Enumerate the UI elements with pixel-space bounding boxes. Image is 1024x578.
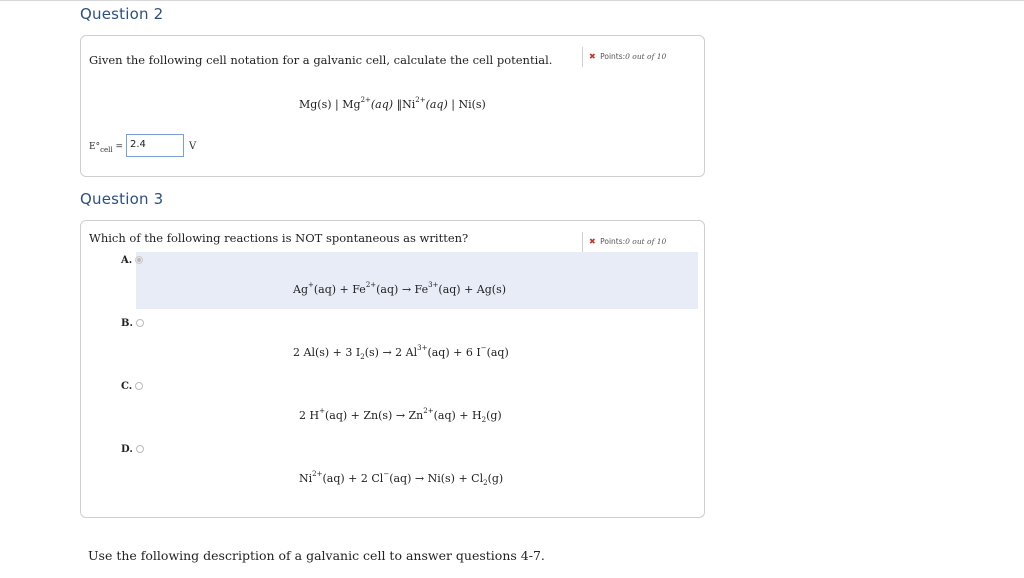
question-3-prompt: Which of the following reactions is NOT spontaneous as written? (89, 231, 469, 245)
question-3-title: Question 3 (80, 190, 164, 208)
incorrect-icon: ✖ (589, 52, 596, 61)
option-b[interactable]: B. (121, 318, 144, 329)
question-2-card (80, 35, 705, 177)
question-2-points: ✖ Points:0 out of 10 (582, 47, 676, 67)
selected-option-highlight (136, 252, 698, 309)
option-d-reaction: $Ni^{2+}(aq) + 2$ $Cl^-(aq) \to Ni(s) + Cl_2(g)$ (299, 470, 504, 488)
option-c[interactable]: C. (121, 381, 143, 392)
next-section-instructions: Use the following description of a galvanic cell to answer questions 4-7. (88, 548, 545, 563)
option-b-reaction: 2 Al(s) + 3 $I_2(s) \to 2$ $Al^{3+}(aq) + 6$ I−(aq) (293, 344, 509, 362)
incorrect-icon: ✖ (589, 237, 596, 246)
option-a-reaction: $Ag^+(aq) + Fe^{2+}(aq) \to Fe^{3+}(aq) + Ag(s)$ (293, 281, 507, 296)
unit-label: V (189, 141, 197, 152)
option-c-radio[interactable] (135, 382, 143, 390)
cell-notation: Mg(s) | $Mg^{2+}(aq)$ $‖Ni^{2+}(aq)$ | Ni(s) (299, 96, 486, 111)
option-a-radio[interactable] (135, 256, 143, 264)
question-2-title: Question 2 (80, 5, 164, 23)
cell-potential-input[interactable]: 2.4 (126, 134, 184, 157)
option-d-radio[interactable] (136, 445, 144, 453)
option-a[interactable]: A. (121, 255, 143, 266)
top-divider (0, 0, 1024, 1)
question-3-card (80, 220, 705, 518)
option-c-reaction: 2 $H^+(aq) + Zn(s) \to Zn^{2+}(aq) + H_2(g)$ (299, 407, 502, 425)
cell-potential-label: $E^\circ_{cell}$ = (89, 142, 124, 154)
option-b-radio[interactable] (136, 319, 144, 327)
option-d[interactable]: D. (121, 444, 144, 455)
question-2-prompt: Given the following cell notation for a galvanic cell, calculate the cell potential. (89, 53, 553, 67)
question-3-points: ✖ Points:0 out of 10 (582, 232, 676, 252)
